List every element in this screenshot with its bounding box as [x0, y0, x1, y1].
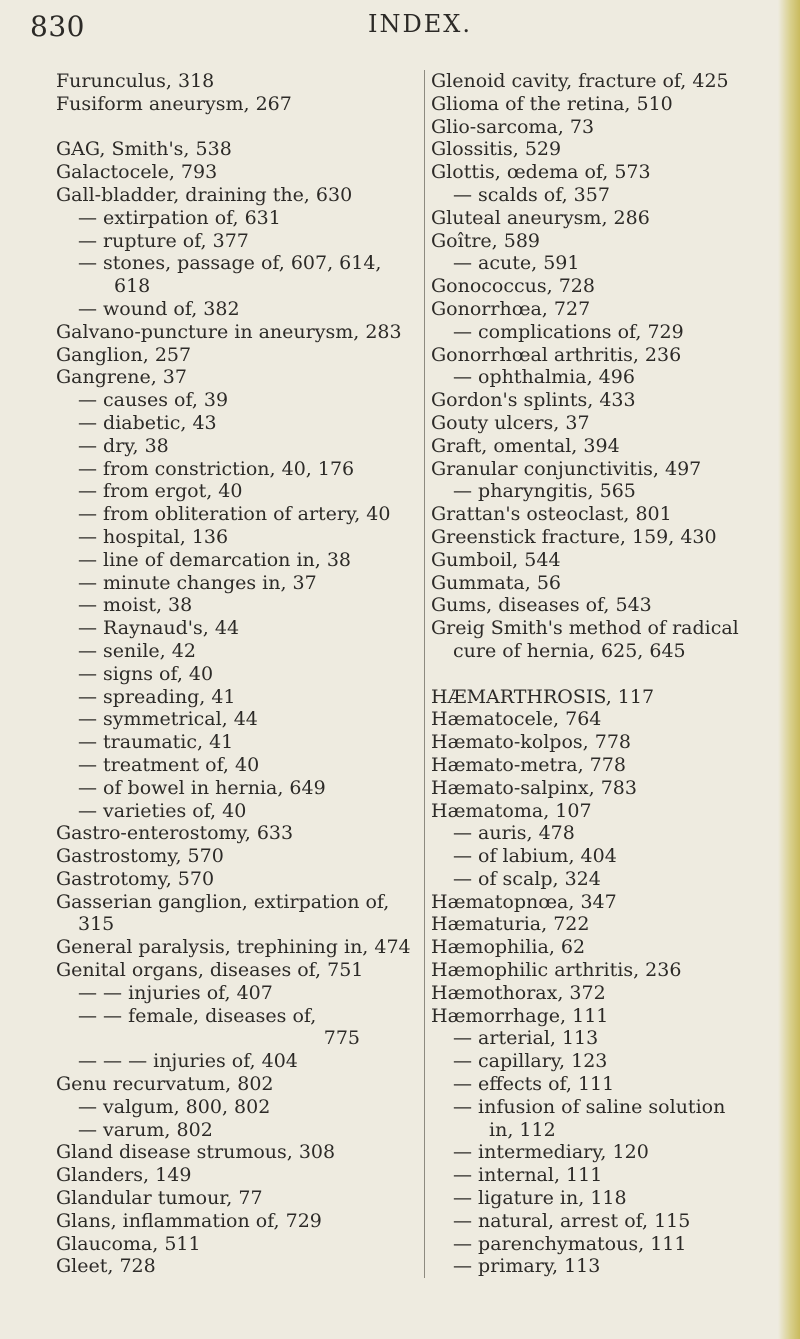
index-entry: Greenstick fracture, 159, 430 — [431, 525, 717, 548]
index-subentry: — — injuries of, 407 — [78, 981, 273, 1004]
index-entry: Hæmatocele, 764 — [431, 708, 602, 731]
index-entry: Gastrotomy, 570 — [56, 867, 215, 890]
index-subentry: — senile, 42 — [78, 639, 196, 662]
index-subentry: — scalds of, 357 — [453, 183, 610, 206]
index-entry: General paralysis, trephining in, 474 — [56, 936, 411, 959]
index-entry: Goître, 589 — [431, 229, 540, 252]
index-subentry: — pharyngitis, 565 — [453, 480, 636, 503]
index-entry: Glaucoma, 511 — [56, 1232, 201, 1255]
page-number: 830 — [30, 10, 85, 43]
index-subentry: — rupture of, 377 — [78, 229, 249, 252]
index-entry: Glio-sarcoma, 73 — [431, 115, 595, 138]
index-subentry: — intermediary, 120 — [453, 1141, 649, 1164]
index-subentry: — extirpation of, 631 — [78, 206, 281, 229]
running-head: INDEX. — [368, 10, 472, 38]
index-subentry: — treatment of, 40 — [78, 753, 260, 776]
index-continuation: 315 — [78, 913, 115, 936]
index-column-right — [424, 70, 776, 1278]
index-subentry: — of labium, 404 — [453, 845, 617, 868]
index-entry: Hæmothorax, 372 — [431, 981, 606, 1004]
index-entry: Gums, diseases of, 543 — [431, 594, 652, 617]
index-column-left — [56, 70, 411, 1278]
index-subentry: — moist, 38 — [78, 594, 193, 617]
index-entry: Gonorrhœa, 727 — [431, 297, 591, 320]
index-subentry: — natural, arrest of, 115 — [453, 1209, 691, 1232]
index-entry: Glossitis, 529 — [431, 138, 562, 161]
index-subentry: — Raynaud's, 44 — [78, 617, 240, 640]
index-subentry: — signs of, 40 — [78, 662, 214, 685]
index-continuation: 775 — [323, 1027, 360, 1050]
index-subentry: — line of demarcation in, 38 — [78, 548, 352, 571]
index-subentry: — from ergot, 40 — [78, 480, 243, 503]
index-subentry: — hospital, 136 — [78, 525, 229, 548]
index-subentry: — minute changes in, 37 — [78, 571, 317, 594]
index-entry: Graft, omental, 394 — [431, 434, 620, 457]
index-subentry: — acute, 591 — [453, 252, 580, 275]
index-entry: Hæmaturia, 722 — [431, 913, 590, 936]
index-subentry: — from obliteration of artery, 40 — [78, 503, 391, 526]
index-entry: Hæmato-salpinx, 783 — [431, 776, 637, 799]
index-entry: Gleet, 728 — [56, 1255, 156, 1278]
index-subentry: — effects of, 111 — [453, 1073, 615, 1096]
index-subentry: — stones, passage of, 607, 614, — [78, 252, 382, 275]
index-subentry: — from constriction, 40, 176 — [78, 457, 355, 480]
index-subentry: — diabetic, 43 — [78, 411, 217, 434]
index-entry: Hæmophilia, 62 — [431, 936, 586, 959]
section-gap — [56, 116, 406, 139]
index-entry: Glans, inflammation of, 729 — [56, 1209, 322, 1232]
index-entry: Galvano-puncture in aneurysm, 283 — [56, 320, 402, 343]
page-edge-shading — [778, 0, 800, 1339]
index-subentry: — of scalp, 324 — [453, 867, 601, 890]
index-entry: Gluteal aneurysm, 286 — [431, 206, 650, 229]
index-entry: Gastrostomy, 570 — [56, 845, 224, 868]
index-entry: Hæmatopnœa, 347 — [431, 890, 617, 913]
index-entry: Granular conjunctivitis, 497 — [431, 457, 702, 480]
index-entry: Hæmophilic arthritis, 236 — [431, 959, 682, 982]
index-entry: Gastro-enterostomy, 633 — [56, 822, 294, 845]
page-header — [0, 10, 800, 44]
index-entry: Genital organs, diseases of, 751 — [56, 959, 364, 982]
index-entry: Furunculus, 318 — [56, 70, 215, 92]
index-entry: Gangrene, 37 — [56, 366, 187, 389]
index-continuation: in, 112 — [489, 1118, 556, 1141]
section-gap — [431, 663, 776, 686]
index-subentry: — ophthalmia, 496 — [453, 366, 635, 389]
index-entry: Gordon's splints, 433 — [431, 389, 636, 412]
index-entry: Gummata, 56 — [431, 571, 561, 594]
index-continuation: 618 — [114, 275, 151, 298]
index-subentry: — symmetrical, 44 — [78, 708, 258, 731]
index-subentry: — causes of, 39 — [78, 389, 229, 412]
index-entry-section-start: HÆMARTHROSIS, 117 — [431, 685, 655, 708]
index-subentry: — infusion of saline solution — [453, 1095, 726, 1118]
index-entry: Glenoid cavity, fracture of, 425 — [431, 70, 729, 92]
index-entry: Hæmato-metra, 778 — [431, 753, 626, 776]
index-entry: Gland disease strumous, 308 — [56, 1141, 336, 1164]
index-entry: Gonorrhœal arthritis, 236 — [431, 343, 682, 366]
index-entry: Grattan's osteoclast, 801 — [431, 503, 672, 526]
index-subentry: — varum, 802 — [78, 1118, 213, 1141]
index-subentry: — primary, 113 — [453, 1255, 601, 1278]
index-subentry: — parenchymatous, 111 — [453, 1232, 687, 1255]
index-entry: Glandular tumour, 77 — [56, 1187, 263, 1210]
index-subentry: — auris, 478 — [453, 822, 575, 845]
index-subentry: — spreading, 41 — [78, 685, 236, 708]
index-subentry: — traumatic, 41 — [78, 731, 234, 754]
index-entry: Galactocele, 793 — [56, 161, 218, 184]
index-subentry: — wound of, 382 — [78, 297, 240, 320]
index-subentry: — valgum, 800, 802 — [78, 1095, 271, 1118]
index-subentry: — of bowel in hernia, 649 — [78, 776, 326, 799]
index-entry: Gonococcus, 728 — [431, 275, 595, 298]
index-entry: Gumboil, 544 — [431, 548, 561, 571]
index-subentry: — capillary, 123 — [453, 1050, 608, 1073]
index-subentry: — dry, 38 — [78, 434, 169, 457]
index-subentry: — — — injuries of, 404 — [78, 1050, 298, 1073]
index-entry: Hæmorrhage, 111 — [431, 1004, 609, 1027]
index-subentry: — internal, 111 — [453, 1164, 603, 1187]
index-subentry: — ligature in, 118 — [453, 1187, 627, 1210]
index-entry-section-start: GAG, Smith's, 538 — [56, 138, 232, 161]
index-entry: Glioma of the retina, 510 — [431, 92, 673, 115]
index-subentry: — complications of, 729 — [453, 320, 684, 343]
index-subentry: — — female, diseases of, — [78, 1004, 317, 1027]
index-entry: Gall-bladder, draining the, 630 — [56, 183, 353, 206]
index-entry: Fusiform aneurysm, 267 — [56, 92, 292, 115]
index-entry: Ganglion, 257 — [56, 343, 192, 366]
index-subentry: — varieties of, 40 — [78, 799, 247, 822]
index-entry: Glottis, œdema of, 573 — [431, 161, 651, 184]
index-continuation: cure of hernia, 625, 645 — [453, 639, 686, 662]
index-entry: Gasserian ganglion, extirpation of, — [56, 890, 390, 913]
index-entry: Hæmato-kolpos, 778 — [431, 731, 631, 754]
index-subentry: — arterial, 113 — [453, 1027, 599, 1050]
index-entry: Genu recurvatum, 802 — [56, 1073, 274, 1096]
index-entry: Greig Smith's method of radical — [431, 617, 739, 640]
index-entry: Glanders, 149 — [56, 1164, 192, 1187]
index-entry: Gouty ulcers, 37 — [431, 411, 590, 434]
index-entry: Hæmatoma, 107 — [431, 799, 592, 822]
